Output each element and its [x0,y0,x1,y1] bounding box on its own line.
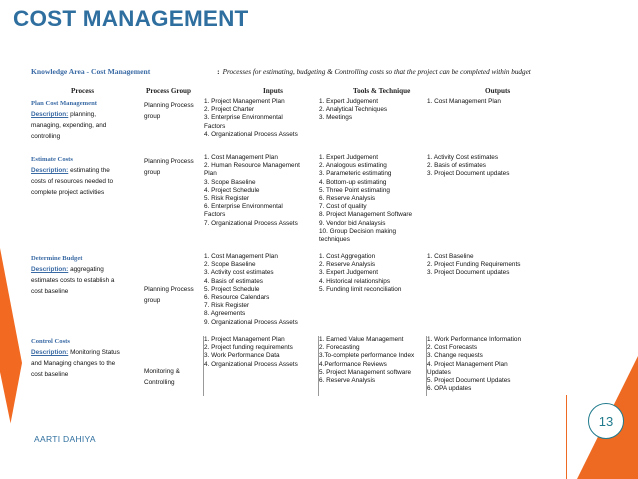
tool-item: 4. Historical relationships [319,277,391,285]
process-group-cell [144,100,194,122]
tool-item: 8. Project Management Software [319,211,413,219]
cost-management-table [31,66,574,393]
input-item: 3. Work Performance Data [204,352,280,360]
output-item: 2. Project Funding Requirements [427,261,521,269]
tool-item: 1. Expert Judgement [319,98,378,105]
tool-item: 3.To-complete performance Index [319,352,415,360]
footer-author: AARTI DAHIYA [34,434,96,444]
process-name: Control Costs [31,338,70,345]
input-item: 9. Organizational Process Assets [204,318,298,326]
input-item: 2. Project Charter [204,106,255,114]
tool-item: 6. Reserve Analysis [319,377,376,385]
process-group-text: group [144,169,161,176]
input-item: 1. Project Management Plan [204,98,285,105]
description-text: Monitoring Status [68,349,120,356]
description-label: Description: [31,167,69,174]
output-item: 1. Cost Baseline [427,253,474,260]
output-item: 4. Project Management Plan [427,360,508,368]
tool-item: 4.Performance Reviews [319,360,387,368]
description-label: Description: [31,349,69,356]
description-label: Description: [31,266,69,273]
input-item: 6. Resource Calendars [204,294,270,302]
tool-item: 3. Expert Judgement [319,269,378,277]
tool-item: 4. Bottom-up estimating [319,178,387,186]
tools-cell [319,336,414,385]
input-item: 3. Scope Baseline [204,178,256,186]
slide-title: COST MANAGEMENT [13,6,249,31]
process-description [31,347,120,380]
header-process-group: Process Group [146,87,192,95]
page-number-badge [588,403,624,439]
tool-item: 5. Three Point estimating [319,186,390,194]
tool-item: 1. Earned Value Management [319,336,404,343]
output-item: 1. Activity Cost estimates [427,154,499,161]
output-item: 3. Change requests [427,352,483,360]
left-white-accent [0,372,22,479]
inputs-cell [204,336,298,369]
knowledge-area-description: : Processes for estimating, budgeting & Controlling costs so that the project can be completed within budget [217,68,531,76]
tool-item: 1. Expert Judgement [319,154,378,161]
outputs-cell [427,336,521,393]
tool-item: 5. Funding limit reconciliation [319,285,402,293]
description-text: cost baseline [31,371,69,378]
process-group-text: Planning Process [144,286,194,293]
right-accent-line [566,395,567,479]
input-item: 2. Human Resource Management [204,162,300,170]
process-group-text: Controlling [144,379,175,386]
input-item: 6. Enterprise Environmental [204,203,283,211]
process-group-text: Planning Process [144,158,194,165]
header-tools: Tools & Technique [353,87,411,95]
process-group-cell [144,284,194,306]
input-item: 1. Cost Management Plan [204,253,278,260]
page-number: 13 [598,413,614,429]
description-text: cost baseline [31,288,69,295]
output-item: Updates [427,368,451,376]
output-item: 3. Project Document updates [427,170,510,178]
header-outputs: Outputs [485,87,511,95]
output-item: 1. Cost Management Plan [427,98,501,105]
process-cell [31,336,120,380]
description-text: estimates costs to establish a [31,277,115,284]
input-item: 1. Project Management Plan [204,336,285,343]
tool-item: 7. Cost of quality [319,203,367,211]
input-item: Factors [204,122,226,130]
input-item: 4. Basis of estimates [204,277,263,285]
input-item: 7. Risk Register [204,302,250,310]
input-item: 5. Risk Register [204,195,250,203]
input-item: Plan [204,170,217,178]
input-item: 4. Organizational Process Assets [204,360,298,368]
description-label: Description: [31,111,69,118]
process-group-text: Planning Process [144,102,194,109]
table-header [31,86,574,96]
tool-item: 9. Vendor bid Analaysis [319,219,386,227]
description-text: planning, [68,111,97,118]
input-item: 1. Cost Management Plan [204,154,278,161]
inputs-cell [204,98,298,139]
tools-cell [319,253,401,294]
process-group-text: group [144,297,161,304]
process-group-cell [144,366,180,388]
output-item: 5. Project Document Updates [427,377,511,385]
process-group-cell [144,156,194,178]
input-item: 2. Project funding requirements [204,344,293,352]
process-cell [31,253,114,297]
tool-item: 10. Group Decision making [319,227,397,235]
outputs-cell [427,253,520,278]
output-item: 3. Project Document updates [427,269,510,277]
description-text: estimating the [68,167,110,174]
output-item: 1. Work Performance Information [427,336,522,343]
column-divider [318,336,319,396]
inputs-cell [204,154,300,228]
process-group-text: Monitoring & [144,368,180,375]
process-cell [31,98,106,142]
process-name: Plan Cost Management [31,100,97,107]
output-item: 2. Basis of estimates [427,162,486,170]
column-divider [426,336,427,396]
output-item: 2. Cost Forecasts [427,344,478,352]
knowledge-area-label: Knowledge Area - Cost Management [31,67,151,76]
process-description [31,165,113,198]
process-cell [31,154,113,198]
input-item: 5. Project Schedule [204,285,260,293]
outputs-cell [427,98,501,106]
outputs-cell [427,154,509,179]
knowledge-area-description-text: Processes for estimating, budgeting & Controlling costs so that the project can be completed within budget [222,68,531,76]
description-text: aggregating [68,266,104,273]
header-process: Process [71,87,95,95]
description-text: controlling [31,133,61,140]
header-inputs: Inputs [263,87,283,95]
tool-item: 2. Reserve Analysis [319,261,376,269]
inputs-cell [204,253,298,327]
tools-cell [319,98,387,123]
tool-item: 2. Analogous estimating [319,162,387,170]
process-description [31,109,106,142]
input-item: 8. Agreements [204,310,246,318]
tool-item: 6. Reserve Analysis [319,195,376,203]
input-item: 3. Activity cost estimates [204,269,274,277]
tool-item: techniques [319,236,350,244]
tools-cell [319,154,412,244]
input-item: 7. Organizational Process Assets [204,219,298,227]
input-item: Factors [204,211,226,219]
description-text: costs of resources needed to [31,178,114,185]
tool-item: 3. Parameteric estimating [319,170,392,178]
description-text: managing, expending, and [31,122,107,129]
input-item: 2. Scope Baseline [204,261,256,269]
tool-item: 5. Project Management software [319,368,411,376]
knowledge-area-row [31,66,574,86]
input-item: 3. Enterprise Environmental [204,114,283,122]
column-divider [203,336,204,396]
tool-item: 3. Meetings [319,114,353,122]
tool-item: 1. Cost Aggregation [319,253,376,260]
tool-item: 2. Forecasting [319,344,360,352]
input-item: 4. Organizational Process Assets [204,130,298,138]
tool-item: 2. Analytical Techniques [319,106,388,114]
output-item: 6. OPA updates [427,385,472,393]
process-name: Determine Budget [31,255,83,262]
process-name: Estimate Costs [31,156,73,163]
description-text: and Managing changes to the [31,360,116,367]
input-item: 4. Project Schedule [204,186,260,194]
description-text: complete project activities [31,189,105,196]
process-group-text: group [144,113,161,120]
process-description [31,264,114,297]
